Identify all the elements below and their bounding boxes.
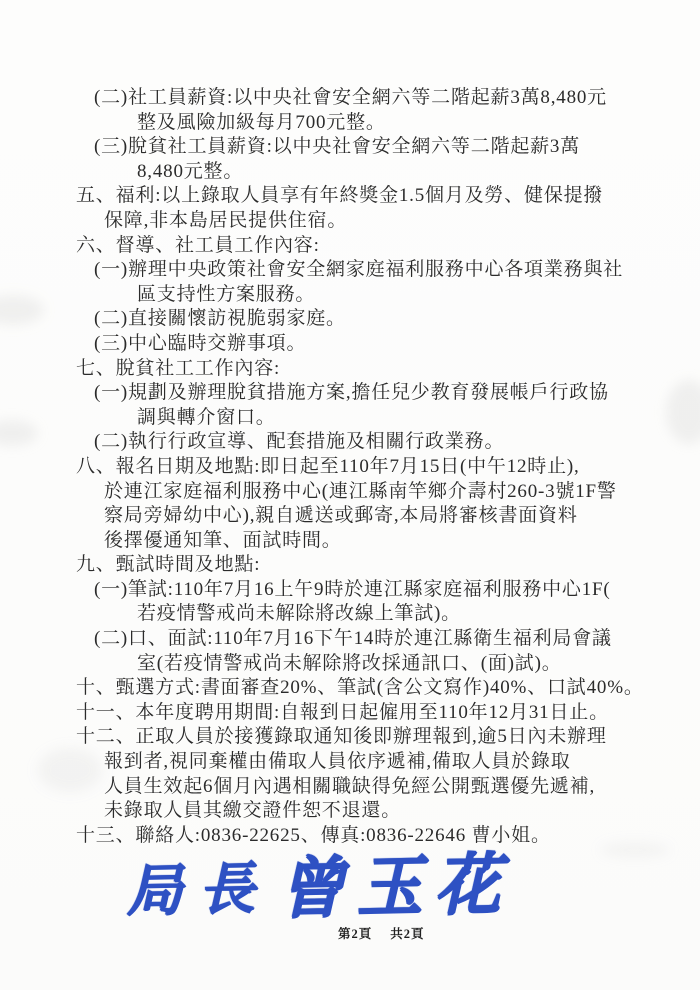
text-line: (二)直接關懷訪視脆弱家庭。 [94,308,346,330]
text-line: (一)辦理中央政策社會安全網家庭福利服務中心各項業務與社 [94,259,624,281]
text-line: 七、脫貧社工工作內容: [76,357,281,379]
text-line: 保障,非本島居民提供住宿。 [104,209,348,231]
text-line: (一)規劃及辦理脫貧措施方案,擔任兒少教育發展帳戶行政協 [94,382,609,404]
text-line: 於連江家庭福利服務中心(連江縣南竿鄉介壽村260-3號1F警 [104,480,617,502]
text-line: (三)脫貧社工員薪資:以中央社會安全網六等二階起薪3萬 [94,136,581,158]
text-line: (二)執行行政宣導、配套措施及相關行政業務。 [94,431,505,453]
signature-title: 局長 [125,858,271,924]
page-number: 第2頁 [338,927,373,941]
signature-name: 曾玉花 [277,847,513,926]
text-line: 報到者,視同棄權由備取人員依序遞補,備取人員於錄取 [104,751,571,773]
text-line: 未錄取人員其繳交證件恕不退還。 [104,800,402,822]
text-line: 十、甄選方式:書面審查20%、筆試(含公文寫作)40%、口試40%。 [76,677,644,699]
text-line: 八、報名日期及地點:即日起至110年7月15日(中午12時止), [76,455,580,477]
text-line: 區支持性方案服務。 [137,283,316,305]
page-number-footer [338,924,425,942]
text-line: 察局旁婦幼中心),親自遞送或郵寄,本局將審核書面資料 [104,505,578,527]
document-body [0,86,700,848]
text-line: 8,480元整。 [137,160,244,182]
text-line: 五、福利:以上錄取人員享有年終獎金1.5個月及勞、健保提撥 [76,185,604,207]
text-line: 十二、正取人員於接獲錄取通知後即辦理報到,逾5日內未辦理 [76,726,607,748]
text-line: (二)口、面試:110年7月16下午14時於連江縣衛生福利局會議 [94,628,612,650]
page-total: 共2頁 [390,927,425,941]
text-line: 人員生效起6個月內遇相關職缺得免經公開甄選優先遞補, [104,775,596,797]
text-line: 調與轉介窗口。 [137,406,276,428]
text-line: 後擇優通知筆、面試時間。 [104,529,342,551]
text-line: (二)社工員薪資:以中央社會安全網六等二階起薪3萬8,480元 [94,87,607,108]
text-line: 室(若疫情警戒尚未解除將改採通訊口、(面)試)。 [137,652,562,674]
text-line: (三)中心臨時交辦事項。 [94,332,307,354]
text-line: 九、甄試時間及地點: [76,554,261,576]
director-signature-stamp [125,847,513,926]
text-line: 六、督導、社工員工作內容: [76,234,320,256]
text-line: 十一、本年度聘用期間:自報到日起僱用至110年12月31日止。 [76,701,609,723]
text-line: 整及風險加級每月700元整。 [137,111,386,133]
text-line: (一)筆試:110年7月16上午9時於連江縣家庭福利服務中心1F( [94,578,611,600]
text-line: 十三、聯絡人:0836-22625、傳真:0836-22646 曹小姐。 [76,824,551,846]
text-line: 若疫情警戒尚未解除將改線上筆試)。 [137,603,461,625]
